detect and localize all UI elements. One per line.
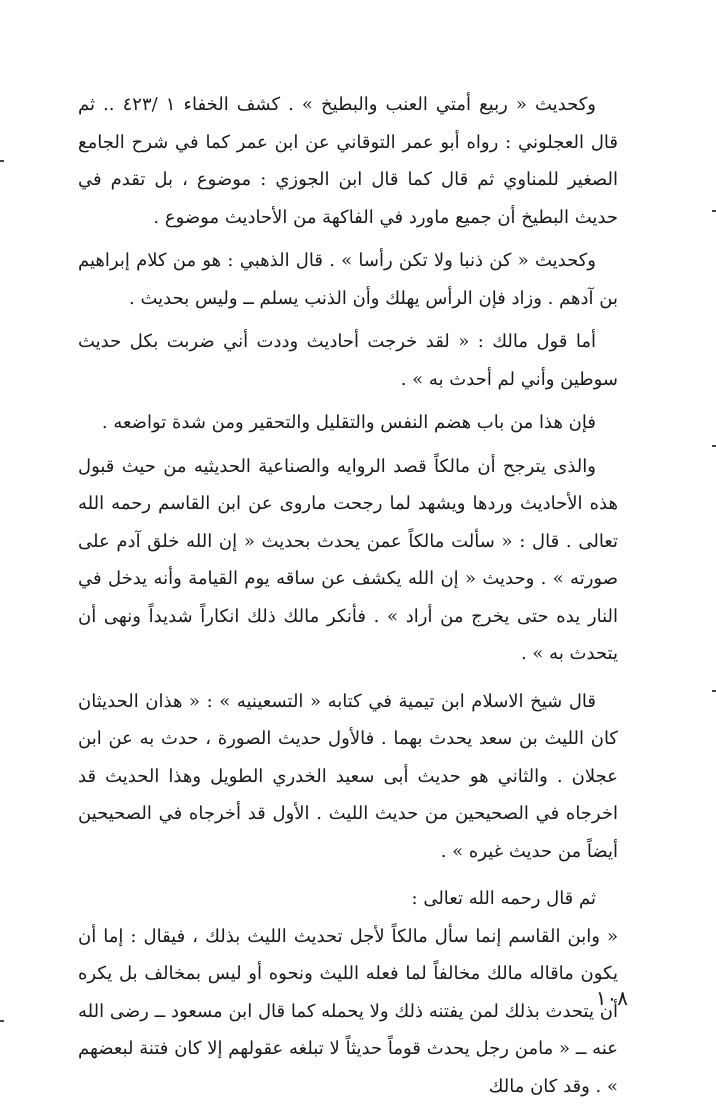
scan-edge-mark bbox=[0, 1020, 4, 1022]
body-text bbox=[78, 86, 618, 1105]
scan-edge-mark bbox=[712, 445, 716, 447]
page-number: ١٠٨ bbox=[588, 986, 628, 1010]
paragraph-ibn-taymiyya: قال شيخ الاسلام ابن تيمية في كتابه « التسعينيه » : « هذان الحديثان كان الليث بن سعد يحدث بهما . فالأول حديث الصورة ، حدث به عن ابن عجلان . والثاني هو حديث أبى سعيد الخدري الطويل وهذا الحديث قد اخرجاه في الصحيحين من حديث الليث . الأول قد أخرجاه في الصحيحين أيضاً من حديث غيره » . bbox=[78, 683, 618, 871]
paragraph-ibn-qasim: والذى يترجح أن مالكاً قصد الروايه والصناعية الحديثيه من حيث قبول هذه الأحاديث وردها ويشهد لما رجحت ماروى عن ابن القاسم رحمه الله تعالى . قال : « سألت مالكاً عمن يحدث بحديث « إن الله خلق آدم على صورته » . وحديث « إن الله يكشف عن ساقه يوم القيامة وأنه يدخل في النار يده حتى يخرج من أراد » . فأنكر مالك ذلك انكاراً شديداً ونهى أن يتحدث به » . bbox=[78, 448, 618, 673]
scan-edge-mark bbox=[712, 210, 716, 212]
paragraph-ibn-qasim-asked: « وابن القاسم إنما سأل مالكاً لأجل تحديث الليث بذلك ، فيقال : إما أن يكون ماقاله مالك مخالفاً لما فعله الليث ونحوه أو ليس بمخالف بل يكره أن يتحدث بذلك لمن يفتنه ذلك ولا يحمله كما قال ابن مسعود ــ رضى الله عنه ــ « مامن رجل يحدث قوماً حديثاً لا تبلغه عقولهم إلا كان فتنة لبعضهم » . وقد كان مالك bbox=[78, 918, 618, 1105]
paragraph-humility: فإن هذا من باب هضم النفس والتقليل والتحقير ومن شدة تواضعه . bbox=[78, 404, 618, 442]
paragraph-rabi-hadith: وكحديث « ربيع أمتي العنب والبطيخ » . كشف الخفاء ١ /٤٢٣ .. ثم قال العجلوني : رواه أبو عمر التوقاني عن ابن عمر كما في شرح الجامع الصغير للمناوي ثم قال كما قال ابن الجوزي : موضوع ، بل تقدم في حديث البطيخ أن جميع ماورد في الفاكهة من الأحاديث موضوع . bbox=[78, 86, 618, 236]
paragraph-then-said: ثم قال رحمه الله تعالى : bbox=[78, 880, 618, 918]
paragraph-malik-quote: أما قول مالك : « لقد خرجت أحاديث وددت أني ضربت بكل حديث سوطين وأني لم أحدث به » . bbox=[78, 323, 618, 398]
paragraph-dhanab-hadith: وكحديث « كن ذنبا ولا تكن رأسا » . قال الذهبي : هو من كلام إبراهيم بن آدهم . وزاد فإن الرأس يهلك وأن الذنب يسلم ــ وليس بحديث . bbox=[78, 242, 618, 317]
scan-edge-mark bbox=[0, 160, 4, 162]
scan-edge-mark bbox=[712, 690, 716, 692]
